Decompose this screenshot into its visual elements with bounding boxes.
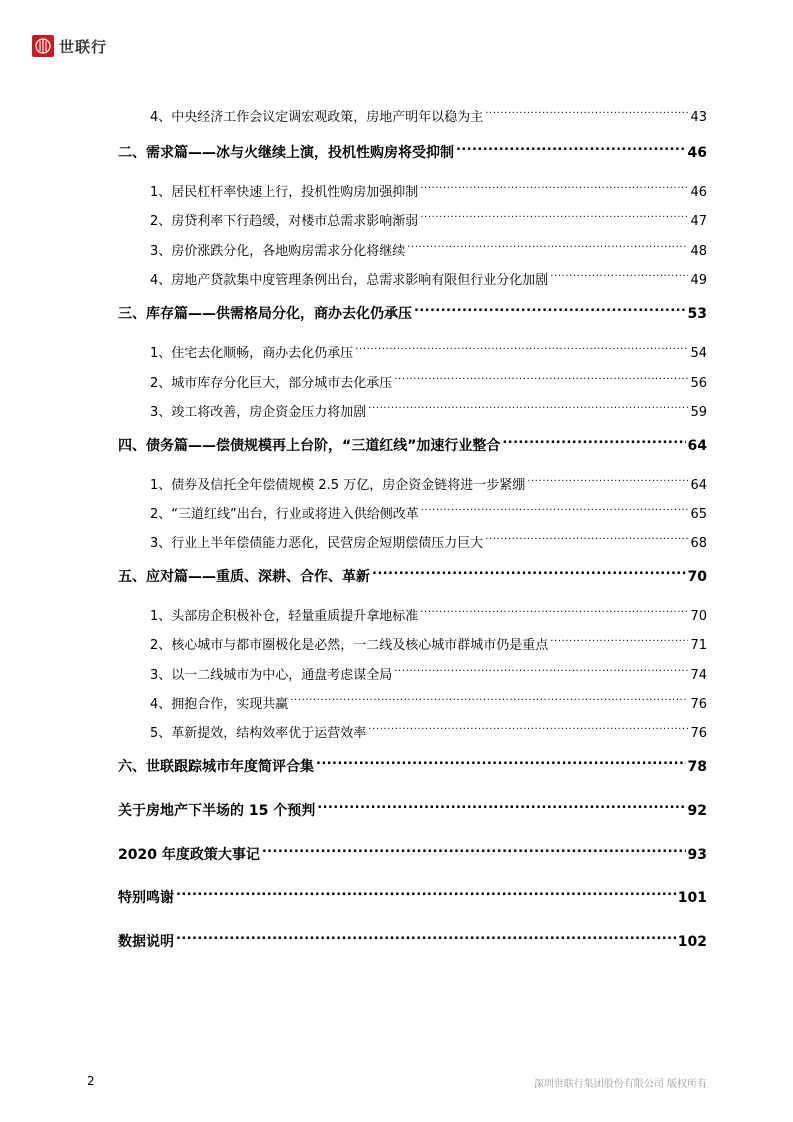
dot-leader <box>174 926 676 946</box>
toc-entry-title: 三、库存篇——供需格局分化，商办去化仍承压 <box>118 306 412 322</box>
toc-entry-page: 46 <box>687 145 707 161</box>
dot-leader <box>525 469 688 489</box>
toc-entry-page: 101 <box>677 890 707 906</box>
toc-entry-title: 四、债务篇——偿债规模再上台阶，“三道红线”加速行业整合 <box>118 438 501 454</box>
dot-leader <box>418 600 688 620</box>
toc-entry-title: 数据说明 <box>118 934 174 950</box>
toc-entry-page: 76 <box>690 697 707 712</box>
toc-entry-title: 4、中央经济工作会议定调宏观政策，房地产明年以稳为主 <box>150 110 484 125</box>
toc-entry-title: 二、需求篇——冰与火继续上演，投机性购房将受抑制 <box>118 145 454 161</box>
toc-entry-page: 102 <box>677 934 707 950</box>
toc-entry-page: 53 <box>687 306 707 322</box>
dot-leader <box>370 561 686 581</box>
toc-entry-title: 3、房价涨跌分化，各地购房需求分化将继续 <box>150 244 406 259</box>
dot-leader <box>315 795 685 815</box>
toc-entry[interactable] <box>150 717 707 741</box>
toc-entry-page: 68 <box>690 536 707 551</box>
logo-text: 世联行 <box>59 37 108 56</box>
toc-entry[interactable] <box>118 137 707 161</box>
toc-entry[interactable] <box>150 527 707 551</box>
toc-entry-page: 43 <box>690 110 707 125</box>
toc-entry[interactable] <box>118 751 707 775</box>
toc-entry-title: 2、“三道红线”出台，行业或将进入供给侧改革 <box>150 507 419 522</box>
dot-leader <box>288 688 688 708</box>
page-number: 2 <box>87 1074 95 1088</box>
toc-entry-page: 47 <box>690 214 707 229</box>
toc-entry[interactable] <box>118 561 707 585</box>
dot-leader <box>418 176 688 196</box>
dot-leader <box>405 235 688 255</box>
toc-entry[interactable] <box>150 469 707 493</box>
toc-entry-title: 1、居民杠杆率快速上行，投机性购房加强抑制 <box>150 185 419 200</box>
toc-entry-page: 54 <box>690 346 707 361</box>
dot-leader <box>353 337 688 357</box>
toc-entry-page: 46 <box>690 185 707 200</box>
toc-entry-page: 92 <box>687 803 707 819</box>
dot-leader <box>548 264 688 284</box>
toc-entry[interactable] <box>150 659 707 683</box>
toc-entry-page: 64 <box>687 438 707 454</box>
toc-entry[interactable] <box>150 396 707 420</box>
toc-entry[interactable] <box>150 176 707 200</box>
dot-leader <box>412 298 686 318</box>
toc-entry-title: 2020 年度政策大事记 <box>118 847 260 863</box>
toc-entry[interactable] <box>118 839 707 863</box>
toc-entry-title: 3、竣工将改善，房企资金压力将加剧 <box>150 405 367 420</box>
toc-entry[interactable] <box>150 337 707 361</box>
toc-entry[interactable] <box>150 498 707 522</box>
toc-entry[interactable] <box>150 688 707 712</box>
toc-entry-title: 5、革新提效，结构效率优于运营效率 <box>150 726 367 741</box>
toc-entry[interactable] <box>150 629 707 653</box>
dot-leader <box>392 659 688 679</box>
dot-leader <box>500 430 685 450</box>
toc-entry[interactable] <box>118 430 707 454</box>
toc-entry-title: 4、房地产贷款集中度管理条例出台，总需求影响有限但行业分化加剧 <box>150 273 549 288</box>
dot-leader <box>366 717 688 737</box>
toc-entry-page: 49 <box>690 273 707 288</box>
toc-entry-page: 70 <box>690 609 707 624</box>
dot-leader <box>454 137 686 157</box>
toc-entry[interactable] <box>150 600 707 624</box>
dot-leader <box>260 839 686 859</box>
toc-entry-page: 65 <box>690 507 707 522</box>
toc-entry-title: 六、世联跟踪城市年度简评合集 <box>118 759 314 775</box>
toc-entry[interactable] <box>150 205 707 229</box>
toc-entry-page: 76 <box>690 726 707 741</box>
dot-leader <box>418 205 688 225</box>
toc-entry-title: 2、房贷利率下行趋缓，对楼市总需求影响渐弱 <box>150 214 419 229</box>
dot-leader <box>314 751 686 771</box>
toc-entry-title: 2、城市库存分化巨大，部分城市去化承压 <box>150 376 393 391</box>
dot-leader <box>483 101 688 121</box>
toc-entry[interactable] <box>150 264 707 288</box>
toc-entry[interactable] <box>150 101 707 125</box>
toc-entry-title: 关于房地产下半场的 15 个预判 <box>118 803 316 819</box>
toc-entry[interactable] <box>118 298 707 322</box>
toc-entry-title: 1、债券及信托全年偿债规模 2.5 万亿，房企资金链将进一步紧绷 <box>150 478 526 493</box>
toc-entry[interactable] <box>118 926 707 950</box>
toc-entry-page: 93 <box>687 847 707 863</box>
dot-leader <box>174 882 676 902</box>
toc-entry-page: 70 <box>687 569 707 585</box>
dot-leader <box>419 498 689 518</box>
toc-entry-title: 1、头部房企积极补仓，轻量重质提升拿地标准 <box>150 609 419 624</box>
toc-entry[interactable] <box>150 235 707 259</box>
toc-entry-title: 1、住宅去化顺畅，商办去化仍承压 <box>150 346 354 361</box>
toc-entry-title: 特别鸣谢 <box>118 890 174 906</box>
toc-entry-page: 59 <box>690 405 707 420</box>
toc-entry-page: 64 <box>690 478 707 493</box>
toc-entry-title: 4、拥抱合作，实现共赢 <box>150 697 289 712</box>
dot-leader <box>483 527 688 547</box>
toc-entry-page: 48 <box>690 244 707 259</box>
copyright-notice: 深圳世联行集团股份有限公司 版权所有 <box>533 1079 707 1090</box>
toc-entry-title: 五、应对篇——重质、深耕、合作、革新 <box>118 569 370 585</box>
toc-entry-title: 2、核心城市与都市圈极化是必然，一二线及核心城市群城市仍是重点 <box>150 638 549 653</box>
toc-entry[interactable] <box>118 795 707 819</box>
toc-entry-page: 78 <box>687 759 707 775</box>
toc-entry-page: 74 <box>690 668 707 683</box>
dot-leader <box>392 367 688 387</box>
dot-leader <box>366 396 688 416</box>
toc-entry-page: 56 <box>690 376 707 391</box>
toc-entry[interactable] <box>118 882 707 906</box>
toc-entry[interactable] <box>150 367 707 391</box>
toc-entry-title: 3、行业上半年偿债能力恶化，民营房企短期偿债压力巨大 <box>150 536 484 551</box>
toc-entry-title: 3、以一二线城市为中心，通盘考虑谋全局 <box>150 668 393 683</box>
toc-entry-page: 71 <box>690 638 707 653</box>
dot-leader <box>548 629 688 649</box>
